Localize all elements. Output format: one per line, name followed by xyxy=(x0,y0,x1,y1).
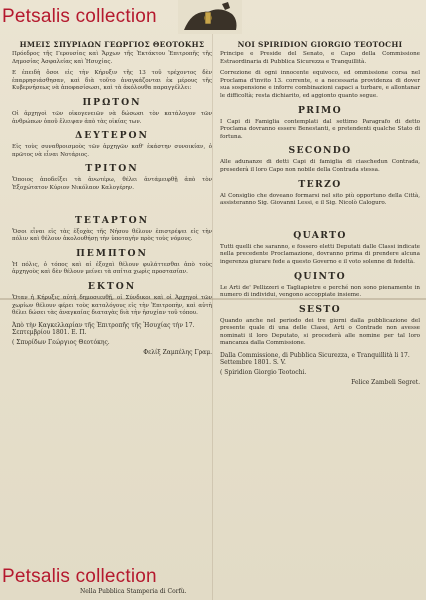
italian-heading-6: SESTO xyxy=(298,303,342,315)
italian-heading-1: PRIMO xyxy=(297,104,342,116)
italian-heading-5: QUINTO xyxy=(294,270,346,282)
greek-heading-1: ΠΡΩΤΟΝ xyxy=(82,96,142,108)
watermark-bottom: Petsalis collection xyxy=(2,566,157,587)
italian-header: NOI SPIRIDION GIORGIO TEOTOCHI xyxy=(237,40,403,49)
greek-body: Ε ἐπειδὴ ὅσοι εἰς τὴν Κήρυξιν τῆς 13 τοῦ τρέχοντος δὲν ἐπαρρησιάσθησαν, καὶ διὰ τοῦτο ἀναγκάζονται ἐκ μέρους τῆς Κυβερνήσεως νὰ ἀποφασίσωσι, καὶ τὰ ἀκόλουθα παραγγέλλει: xyxy=(12,70,212,92)
greek-section-6: Ὅταν ἡ Κήρυξις αὐτὴ δημοσιευθῇ, οἱ Σύνδικοι καὶ οἱ Ἀρχηγοὶ τῶν χωρίων θέλουν φέρει τοὺς καταλόγους εἰς τὴν Ἐπιτροπὴν, καὶ αὐτὴ θέλει δώσει τὰς ἀναγκαίας διαταγὰς διὰ τὴν ἡσυχίαν τοῦ τόπου. xyxy=(12,294,212,317)
greek-heading-4: ΤΕΤΑΡΤΟΝ xyxy=(75,214,149,226)
italian-section-3: Al Consiglio che doveano formarsi nel sito più opportuno della Città, assisteranno Sig. Giovanni Lessi, e il Sig. Nicolò Caloguro. xyxy=(220,192,420,207)
greek-section-4: Ὅσοι εἶναι εἰς τὰς ἐξοχὰς τῆς Νήσου θέλουν ἐπιστρέψει εἰς τὴν πόλιν καὶ θέλουν ἀκολουθήσῃ τὴν ὑποταγὴν πρὸς τοὺς νόμους. xyxy=(12,228,212,243)
italian-signature: ( Spiridion Giorgio Teotochi. xyxy=(220,369,307,377)
italian-countersign: Felice Zambeli Segret. xyxy=(351,379,420,387)
greek-section-3: Ὅποιος ἀποδείξει τὰ ἀνωτέρω, θέλει ἀντάμειφθῇ ἀπὸ τὸν Ἐξοχώτατον Κύριον Νικόλαον Καλογέρην. xyxy=(12,177,212,191)
italian-heading-4: QUARTO xyxy=(293,229,347,241)
greek-column xyxy=(12,40,212,356)
greek-date: Ἀπὸ τὴν Καγκελλαρίαν τῆς Ἐπιτροπῆς τῆς Ἡσυχίας τὴν 17. Σεπτεμβρίου 1801. Ε. Π. xyxy=(12,321,195,336)
italian-column xyxy=(220,40,420,386)
greek-section-1: Οἱ ἀρχηγοὶ τῶν οἰκογενειῶν νὰ δώσωσι τὸν κατάλογον τῶν ἀνθρώπων ὁποῦ ἔλειψαν ἀπὸ τὰς οἰκίας των. xyxy=(12,110,212,125)
italian-heading-3: TERZO xyxy=(298,178,342,190)
lion-emblem-icon xyxy=(178,0,242,34)
greek-section-2: Εἰς τοὺς συναθροισμοὺς τῶν ἀρχηγῶν καθ' ἑκάστην συνοικίαν, ὁ πρῶτος νὰ εἶναι Νοτάριος. xyxy=(12,144,212,158)
greek-heading-5: ΠΕΜΠΤΟΝ xyxy=(76,247,148,259)
greek-section-5: Ἡ πόλις, ὁ τόπος καὶ αἱ ἐξοχαὶ θέλουν φυλάττεσθαι ἀπὸ τοὺς ἀρχηγοὺς καὶ δὲν θέλουν μείνει τὰ σπίτια χωρὶς προστασίαν. xyxy=(12,261,212,276)
italian-section-1: I Capi di Famiglia contemplati dal settimo Paragrafo di detto Proclama dovranno essere Benestanti, e pretendenti qualche Stato di fortuna. xyxy=(220,118,420,140)
greek-signature: ( Σπυρίδων Γεώργιος Θεοτόκης. xyxy=(12,338,110,346)
greek-heading-6: ΕΚΤΟΝ xyxy=(87,280,137,292)
greek-heading-3: ΤΡΙΤΟΝ xyxy=(85,163,139,175)
italian-section-5: Le Arti de' Pellizzeri e Tagliapietre e perché non sono pienamente in numero di individui, vengono accoppiate insieme. xyxy=(220,284,420,299)
greek-header: ΗΜΕΙΣ ΣΠΥΡΙΔΩΝ ΓΕΩΡΓΙΟΣ ΘΕΟΤΟΚΗΣ xyxy=(19,40,205,49)
italian-section-6: Quando anche nel periodo dei tre giorni dalla pubblicazione del presente quale di una delle Classi, Arti o Contrade non avesse nominati il loro Deputato, si procederà alle nomine per tal loro mancanza dalla Commissione. xyxy=(220,317,420,347)
printer-imprint: Nella Pubblica Stamperia di Corfù. xyxy=(80,588,187,595)
italian-date: Dalla Commissione, di Pubblica Sicurezza, e Tranquillità li 17. Settembre 1801. S. V. xyxy=(220,352,410,367)
greek-heading-2: ΔΕΥΤΕΡΟΝ xyxy=(75,130,149,142)
italian-intro: Principe e Preside del Senato, e Capo della Commissione Estraordinaria di Pubblica Sicurezza e Tranquillità. xyxy=(220,51,420,65)
greek-intro: Πρόεδρος τῆς Γερουσίας καὶ Ἄρχων τῆς Ἐκτάκτου Ἐπιτροπῆς τῆς Δημοσίας Ἀσφαλείας καὶ Ἡσυχίας. xyxy=(12,51,212,65)
italian-heading-2: SECONDO xyxy=(288,145,352,157)
fold-line-vertical xyxy=(212,0,213,600)
greek-countersign: Φελίξ Ζαμπέλης Γραμ. xyxy=(143,348,212,356)
italian-section-2: Alle adunanze di detti Capi di famiglia di ciaschedun Contrada, presederà il loro Capo non nobile della Contrada stessa. xyxy=(220,159,420,173)
watermark-top: Petsalis collection xyxy=(2,6,157,27)
italian-body: Correzione di ogni innocente equivoco, ed ommissione corsa nel Proclama d'invito 13. corrente, e a necessaria providenza di dover sua sospensione e inforre combinazioni capaci a turbare, e allontanar le difficoltà; resta dichiarito, ed aggionto quanto segue. xyxy=(220,70,420,99)
italian-section-4: Tutti quelli che saranno, e fossero eletti Deputati dalle Classi indicate nella precedente Proclamazione, dovranno prima di prendere alcuna ingerenza giurare fede a questo Governo e il voto solenne di fedeltà. xyxy=(220,243,420,265)
